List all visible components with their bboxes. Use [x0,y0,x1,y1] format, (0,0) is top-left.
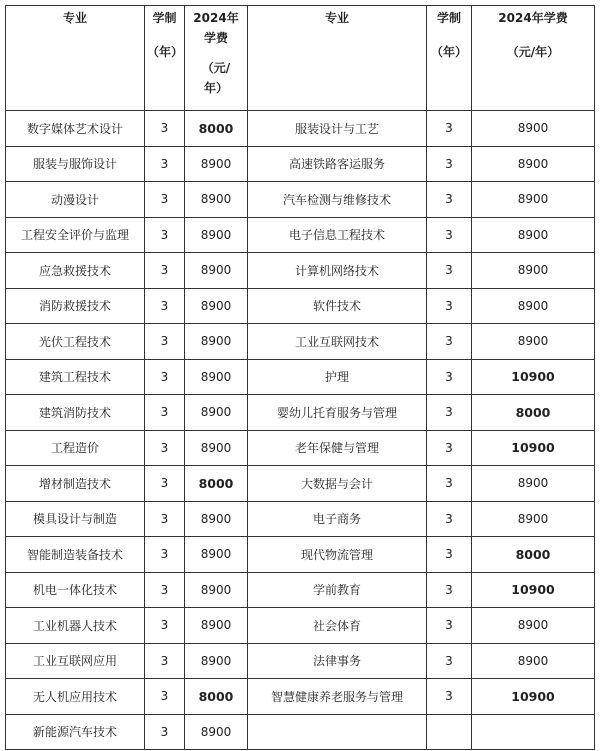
fee-table-container [5,5,595,750]
left-fee-cell: 8000 [185,111,248,147]
right-fee-cell: 8900 [472,288,595,324]
header-duration-left: 学制 （年） [145,6,185,111]
right-major-cell: 工业互联网技术 [248,324,427,360]
right-major-cell: 智慧健康养老服务与管理 [248,679,427,715]
right-major-cell: 软件技术 [248,288,427,324]
left-years-cell: 3 [145,359,185,395]
right-fee-cell-empty [472,714,595,750]
left-major-cell: 工程造价 [6,430,145,466]
left-years-cell: 3 [145,430,185,466]
left-years-cell: 3 [145,714,185,750]
right-major-cell: 护理 [248,359,427,395]
right-fee-cell: 8900 [472,217,595,253]
left-major-cell: 新能源汽车技术 [6,714,145,750]
left-fee-cell: 8900 [185,288,248,324]
left-years-cell: 3 [145,324,185,360]
table-row [6,572,595,608]
left-years-cell: 3 [145,572,185,608]
table-row [6,608,595,644]
right-years-cell: 3 [427,395,472,431]
right-years-cell: 3 [427,430,472,466]
left-fee-cell: 8900 [185,324,248,360]
left-major-cell: 无人机应用技术 [6,679,145,715]
left-major-cell: 建筑消防技术 [6,395,145,431]
right-years-cell: 3 [427,324,472,360]
left-years-cell: 3 [145,217,185,253]
left-years-cell: 3 [145,643,185,679]
right-major-cell: 大数据与会计 [248,466,427,502]
tuition-fee-table [5,5,595,750]
right-fee-cell: 8900 [472,466,595,502]
table-row [6,679,595,715]
right-fee-cell: 8900 [472,608,595,644]
header-fee-right: 2024年学费 （元/年） [472,6,595,111]
right-fee-cell: 8900 [472,643,595,679]
right-fee-cell: 8000 [472,395,595,431]
right-years-cell: 3 [427,572,472,608]
right-years-cell: 3 [427,501,472,537]
right-years-cell: 3 [427,643,472,679]
left-major-cell: 增材制造技术 [6,466,145,502]
left-years-cell: 3 [145,395,185,431]
table-row [6,217,595,253]
left-major-cell: 服装与服饰设计 [6,146,145,182]
left-years-cell: 3 [145,111,185,147]
left-major-cell: 工程安全评价与监理 [6,217,145,253]
left-fee-cell: 8900 [185,146,248,182]
left-fee-cell: 8900 [185,501,248,537]
right-major-cell: 电子信息工程技术 [248,217,427,253]
right-years-cell: 3 [427,288,472,324]
right-major-cell: 老年保健与管理 [248,430,427,466]
table-row [6,643,595,679]
right-major-cell: 法律事务 [248,643,427,679]
left-years-cell: 3 [145,182,185,218]
table-row [6,537,595,573]
header-fee-left: 2024年 学费 （元/ 年） [185,6,248,111]
right-years-cell: 3 [427,679,472,715]
left-major-cell: 工业机器人技术 [6,608,145,644]
table-row [6,253,595,289]
right-years-cell: 3 [427,359,472,395]
right-fee-cell: 10900 [472,430,595,466]
left-major-cell: 消防救援技术 [6,288,145,324]
right-fee-cell: 8900 [472,253,595,289]
header-duration-right: 学制 （年） [427,6,472,111]
right-fee-cell: 8900 [472,182,595,218]
left-fee-cell: 8900 [185,182,248,218]
right-fee-cell: 8000 [472,537,595,573]
right-fee-cell: 10900 [472,359,595,395]
left-major-cell: 工业互联网应用 [6,643,145,679]
right-fee-cell: 8900 [472,146,595,182]
left-major-cell: 动漫设计 [6,182,145,218]
right-fee-cell: 8900 [472,324,595,360]
left-fee-cell: 8900 [185,643,248,679]
right-major-cell: 学前教育 [248,572,427,608]
table-row [6,395,595,431]
right-years-cell: 3 [427,111,472,147]
table-row [6,359,595,395]
right-years-cell-empty [427,714,472,750]
right-years-cell: 3 [427,466,472,502]
left-major-cell: 建筑工程技术 [6,359,145,395]
left-fee-cell: 8900 [185,714,248,750]
left-major-cell: 智能制造装备技术 [6,537,145,573]
right-years-cell: 3 [427,146,472,182]
table-row [6,111,595,147]
right-major-cell: 服装设计与工艺 [248,111,427,147]
right-major-cell: 现代物流管理 [248,537,427,573]
left-major-cell: 光伏工程技术 [6,324,145,360]
right-years-cell: 3 [427,182,472,218]
left-fee-cell: 8900 [185,430,248,466]
right-years-cell: 3 [427,217,472,253]
table-header-row [6,6,595,111]
right-major-cell: 电子商务 [248,501,427,537]
left-years-cell: 3 [145,253,185,289]
table-row [6,288,595,324]
right-fee-cell: 8900 [472,111,595,147]
right-fee-cell: 10900 [472,679,595,715]
header-major-right: 专业 [248,6,427,111]
left-fee-cell: 8900 [185,217,248,253]
table-row [6,430,595,466]
left-years-cell: 3 [145,466,185,502]
right-major-cell: 社会体育 [248,608,427,644]
left-years-cell: 3 [145,679,185,715]
left-fee-cell: 8900 [185,253,248,289]
left-fee-cell: 8000 [185,466,248,502]
header-major-left: 专业 [6,6,145,111]
right-major-cell: 高速铁路客运服务 [248,146,427,182]
table-row [6,714,595,750]
left-fee-cell: 8900 [185,395,248,431]
right-major-cell: 婴幼儿托育服务与管理 [248,395,427,431]
right-major-cell: 汽车检测与维修技术 [248,182,427,218]
left-fee-cell: 8900 [185,608,248,644]
table-row [6,501,595,537]
left-years-cell: 3 [145,608,185,644]
right-major-cell-empty [248,714,427,750]
right-years-cell: 3 [427,608,472,644]
right-fee-cell: 10900 [472,572,595,608]
left-major-cell: 应急救援技术 [6,253,145,289]
left-fee-cell: 8900 [185,359,248,395]
left-major-cell: 模具设计与制造 [6,501,145,537]
left-fee-cell: 8900 [185,572,248,608]
left-years-cell: 3 [145,288,185,324]
left-fee-cell: 8000 [185,679,248,715]
right-years-cell: 3 [427,537,472,573]
table-row [6,324,595,360]
left-major-cell: 机电一体化技术 [6,572,145,608]
table-row [6,146,595,182]
left-major-cell: 数字媒体艺术设计 [6,111,145,147]
left-fee-cell: 8900 [185,537,248,573]
right-fee-cell: 8900 [472,501,595,537]
table-row [6,182,595,218]
left-years-cell: 3 [145,537,185,573]
left-years-cell: 3 [145,501,185,537]
table-row [6,466,595,502]
right-years-cell: 3 [427,253,472,289]
right-major-cell: 计算机网络技术 [248,253,427,289]
left-years-cell: 3 [145,146,185,182]
